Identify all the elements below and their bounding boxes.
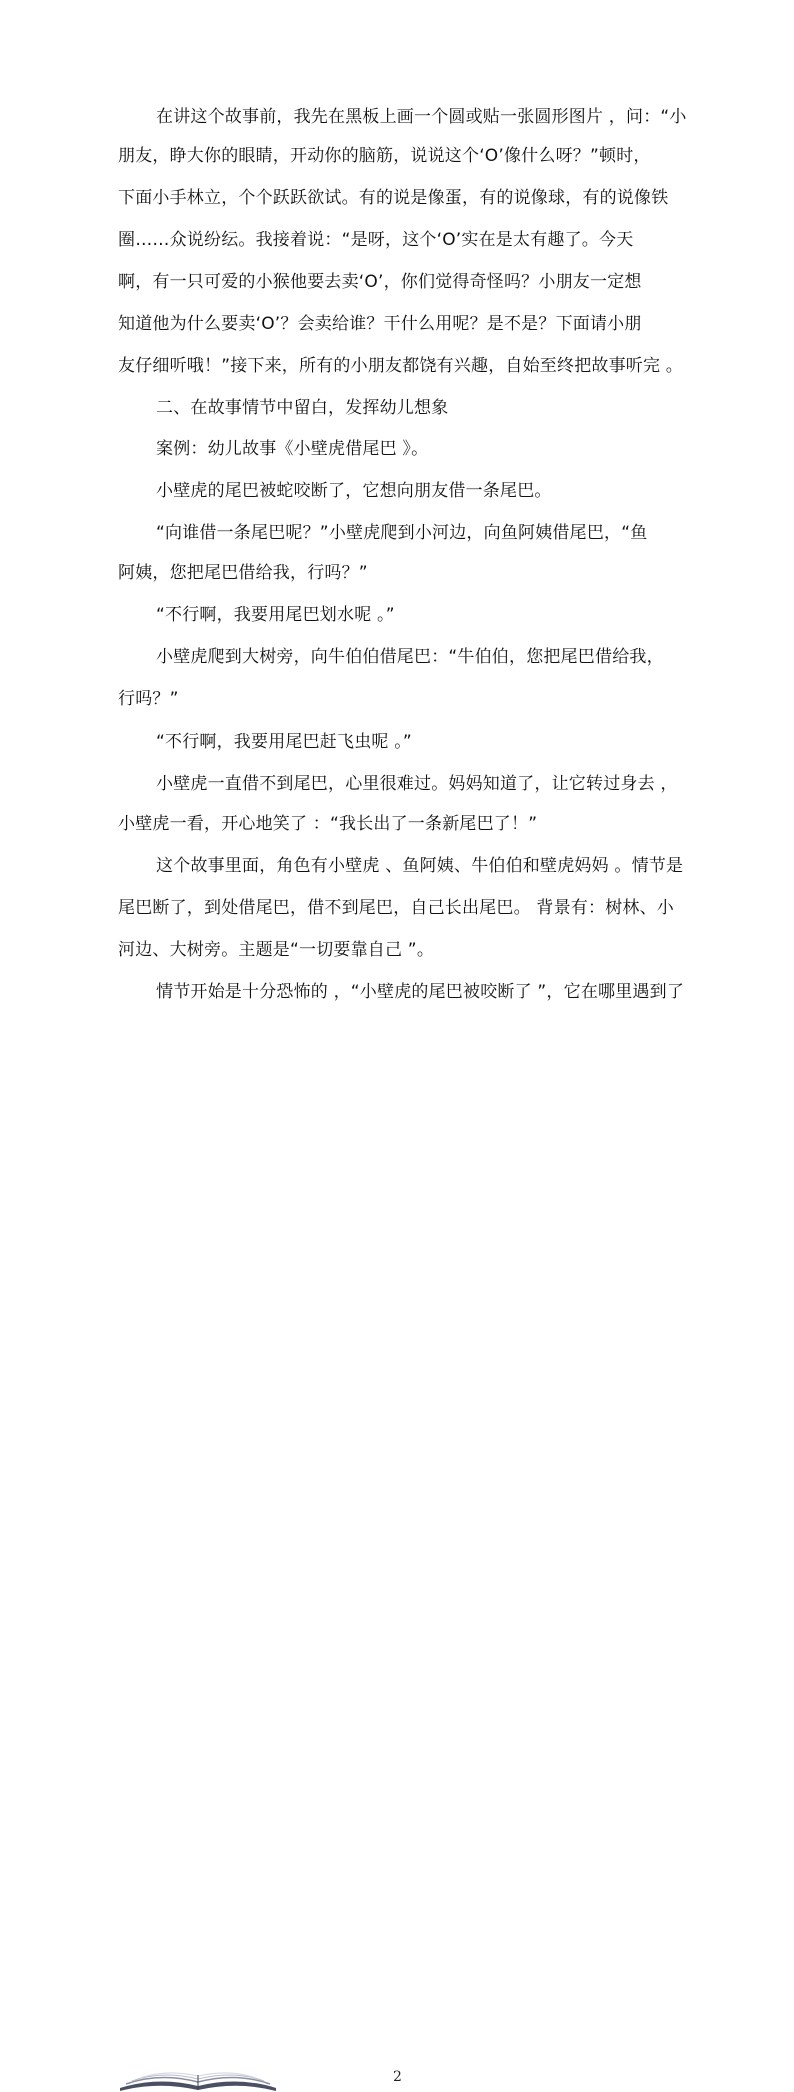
text-line-20: 尾巴断了，到处借尾巴，借不到尾巴，自己长出尾巴。 背景有：树林、小 — [118, 898, 675, 918]
page-footer — [0, 1032, 794, 2085]
text-line-6: 知道他为什么要卖‘O’？会卖给谁？干什么用呢？是不是？下面请小朋 — [118, 314, 642, 334]
text-line-7: 友仔细听哦！”接下来，所有的小朋友都饶有兴趣，自始至终把故事听完 。 — [118, 356, 684, 376]
text-line-21: 河边、大树旁。主题是“一切要靠自己 ”。 — [118, 940, 435, 960]
text-line-10: 小壁虎的尾巴被蛇咬断了，它想向朋友借一条尾巴。 — [156, 481, 552, 501]
text-line-13: “不行啊，我要用尾巴划水呢 。” — [156, 605, 395, 625]
text-line-22: 情节开始是十分恐怖的 ，“小壁虎的尾巴被咬断了 ”，它在哪里遇到了 — [156, 982, 685, 1002]
text-line-12: 阿姨，您把尾巴借给我，行吗？” — [118, 563, 368, 583]
text-line-4: 圈……众说纷纭。我接着说：“是呀，这个‘O’实在是太有趣了。今天 — [118, 230, 634, 250]
text-line-14: 小壁虎爬到大树旁，向牛伯伯借尾巴：“牛伯伯，您把尾巴借给我， — [156, 647, 664, 667]
text-line-9: 案例：幼儿故事《小壁虎借尾巴 》。 — [156, 439, 429, 459]
text-line-15: 行吗？” — [118, 689, 179, 709]
text-line-3: 下面小手林立，个个跃跃欲试。有的说是像蛋，有的说像球，有的说像铁 — [118, 188, 669, 208]
text-line-5: 啊，有一只可爱的小猴他要去卖‘O’，你们觉得奇怪吗？小朋友一定想 — [118, 272, 642, 292]
page-number: 2 — [393, 2069, 402, 2085]
text-line-1: 在讲这个故事前，我先在黑板上画一个圆或贴一张圆形图片 ，问：“小 — [156, 107, 687, 127]
text-line-18: 小壁虎一看，开心地笑了 ：“我长出了一条新尾巴了！” — [118, 814, 538, 834]
text-line-17: 小壁虎一直借不到尾巴，心里很难过。妈妈知道了，让它转过身去 ， — [156, 774, 678, 794]
text-line-19: 这个故事里面，角色有小壁虎 、鱼阿姨、牛伯伯和壁虎妈妈 。情节是 — [156, 856, 684, 876]
section-heading: 二、在故事情节中留白，发挥幼儿想象 — [156, 398, 449, 418]
open-book-icon — [118, 2066, 278, 2092]
text-line-16: “不行啊，我要用尾巴赶飞虫呢 。” — [156, 732, 412, 752]
text-line-2: 朋友，睁大你的眼睛，开动你的脑筋，说说这个‘O’像什么呀？”顿时， — [118, 146, 651, 166]
text-line-11: “向谁借一条尾巴呢？”小壁虎爬到小河边，向鱼阿姨借尾巴，“鱼 — [156, 523, 648, 543]
